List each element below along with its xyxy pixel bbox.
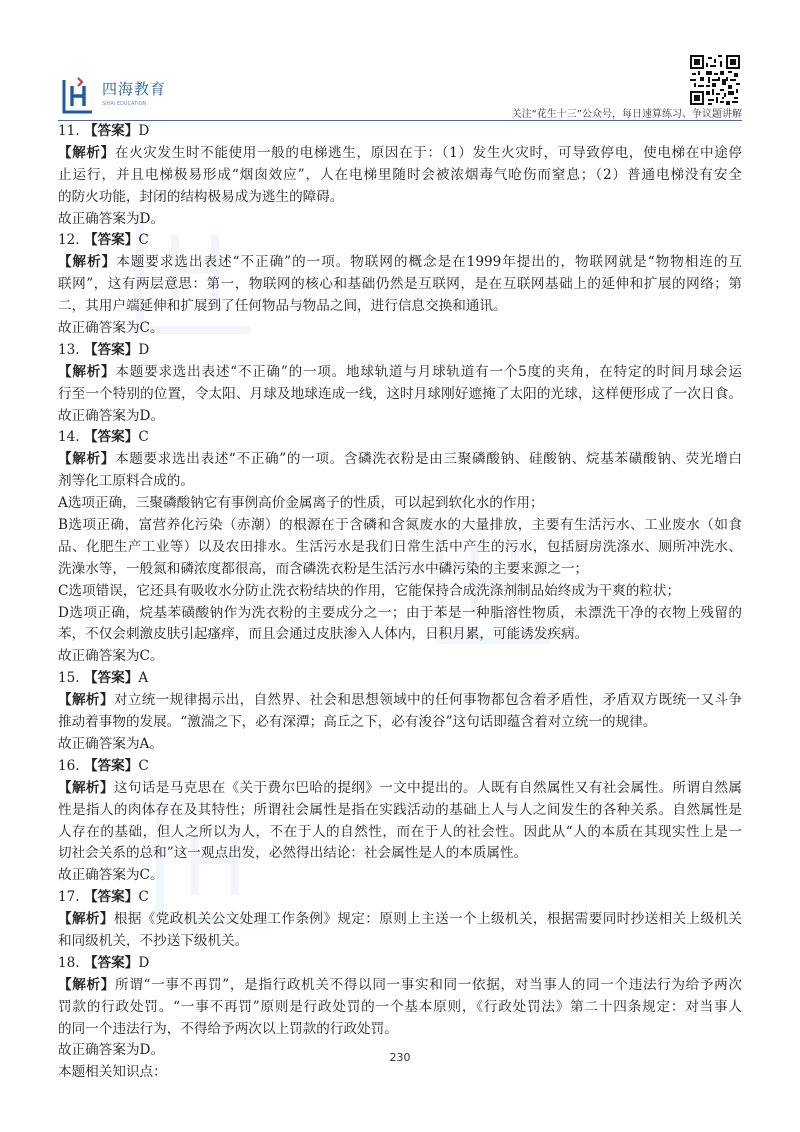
answer-line-q17 [58,887,742,909]
explanation-tag: 【解析】 [58,144,115,161]
explanation-line: 罚款的行政处罚。“一事不再罚”原则是行政处罚的一个基本原则，《行政处罚法》第二十四条规定：对当事人 [58,998,742,1015]
answer-value: C [138,232,149,249]
question-number: 14. [58,429,84,446]
explanation-text: 本题要求选出表述“不正确”的一项。物联网的概念是在1999年提出的，物联网就是“物物相连的互 [116,254,742,271]
conclusion-line: 故正确答案为D。 [58,407,165,424]
conclusion-line: 故正确答案为D。 [58,210,165,227]
related-knowledge-heading: 本题相关知识点： [58,1064,167,1081]
brand-logo [58,74,178,116]
question-number: 16. [58,757,84,774]
answer-line-q11 [58,121,742,143]
explanation-line: 行至一个特别的位置，令太阳、月球及地球连成一线，这时月球刚好遮掩了太阳的光球，这样便形成了一次日食。 [58,385,742,402]
explanation-line: 止运行，并且电梯极易形成“烟囱效应”，人在电梯里随时会被浓烟毒气呛伤而窒息；（2）普通电梯没有安全 [58,166,742,183]
explanation-line [58,449,742,471]
answer-line-q14 [58,427,742,449]
explanation-tag: 【解析】 [58,451,115,468]
explanation-line: 推动着事物的发展。“激湍之下，必有深潭；高丘之下，必有浚谷”这句话即蕴含着对立统一的规律。 [58,714,657,731]
explanation-line: 切社会关系的总和”这一观点出发，必然得出结论：社会属性是人的本质属性。 [58,845,528,862]
answer-tag: 【答案】 [83,889,139,906]
explanation-tag: 【解析】 [58,779,114,796]
answer-value: C [138,757,149,774]
answer-value: D [138,123,150,139]
conclusion-line: 故正确答案为C。 [58,867,164,884]
explanation-text: 本题要求选出表述“不正确”的一项。含磷洗衣粉是由三聚磷酸钠、硅酸钠、烷基苯磺酸钠、荧光增白 [114,451,742,468]
explanation-text: 根据《党政机关公文处理工作条例》规定：原则上主送一个上级机关，根据需要同时抄送相关上级机关 [113,911,742,928]
header-tagline: 关注“花生十三”公众号，每日速算练习、争议题讲解 [511,109,742,120]
answer-line-q15 [58,668,742,690]
answer-tag: 【答案】 [83,232,139,249]
answer-line-q13 [58,340,742,362]
explanation-line: 人存在的基础，但人之所以为人，不在于人的自然性，而在于人的社会性。因此从“人的本质在其现实性上是一 [58,823,742,840]
answer-line-q12 [58,230,742,252]
explanation-text: 这句话是马克思在《关于费尔巴哈的提纲》一文中提出的。人既有自然属性又有社会属性。所谓自然属 [113,779,742,796]
answer-value: A [138,670,149,687]
answer-line-q18 [58,953,742,975]
answer-value: D [138,341,150,358]
explanation-text: 对立统一规律揭示出，自然界、社会和思想领域中的任何事物都包含着矛盾性，矛盾双方既统一又斗争 [113,692,742,709]
explanation-line: 性是指人的肉体存在及其特性；所谓社会属性是指在实践活动的基础上人与人之间发生的各种关系。自然属性是 [58,801,742,818]
explanation-line: 和同级机关，不抄送下级机关。 [58,932,249,949]
answer-explanations [58,121,742,1084]
conclusion-line: 故正确答案为A。 [58,735,163,752]
explanation-line: 品、化肥生产工业等）以及农田排水。生活污水是我们日常生活中产生的污水，包括厨房洗涤水、厕所冲洗水、 [58,538,742,555]
question-number: 17. [58,889,84,906]
option-analysis-a: A选项正确，三聚磷酸钠它有事例高价金属离子的性质，可以起到软化水的作用； [58,495,544,512]
answer-tag: 【答案】 [83,429,139,446]
explanation-tag: 【解析】 [58,692,114,709]
explanation-line [58,778,742,800]
explanation-line: 苯，不仅会刺激皮肤引起瘙痒，而且会通过皮肤渗入人体内，日积月累，可能诱发疾病。 [58,626,589,643]
explanation-line [58,690,742,712]
answer-tag: 【答案】 [83,670,139,687]
answer-tag: 【答案】 [83,954,139,971]
explanation-line [58,143,742,165]
option-analysis-c: C选项错误，它还具有吸收水分防止洗衣粉结块的作用，它能保持合成洗涤剂制品始终成为干爽的粒状； [58,582,681,599]
answer-value: C [138,429,149,446]
answer-value: C [138,889,149,906]
page-header [0,0,800,128]
explanation-text: 在火灾发生时不能使用一般的电梯逃生，原因在于：（1）发生火灾时，可导致停电，使电梯在中途停 [114,144,742,161]
explanation-line [58,975,742,997]
explanation-text: 所谓“一事不再罚”，是指行政机关不得以同一事实和同一依据，对当事人的同一个违法行为给予两次 [114,976,742,993]
explanation-line: 洗澡水等，一般氮和磷浓度都很高，而含磷洗衣粉是生活污水中磷污染的主要来源之一； [58,560,589,577]
explanation-line: 剂等化工原料合成的。 [58,473,194,490]
option-analysis-b: B选项正确，富营养化污染（赤潮）的根源在于含磷和含氮废水的大量排放，主要有生活污水、工业废水（如食 [58,517,742,534]
explanation-text: 本题要求选出表述“不正确”的一项。地球轨道与月球轨道有一个5度的夹角，在特定的时间月球会运 [115,363,742,380]
explanation-line: 的防火功能，封闭的结构极易成为逃生的障碍。 [58,188,344,205]
question-number: 11. [58,123,84,139]
question-number: 18. [58,954,84,971]
explanation-tag: 【解析】 [58,363,116,380]
option-analysis-d: D选项正确，烷基苯磺酸钠作为洗衣粉的主要成分之一；由于苯是一种脂溶性物质，未漂洗干净的衣物上残留的 [58,604,742,621]
answer-tag: 【答案】 [83,123,139,139]
conclusion-line: 故正确答案为C。 [58,320,164,337]
answer-value: D [138,954,150,971]
qr-code-icon [690,55,740,105]
explanation-tag: 【解析】 [58,976,115,993]
question-number: 13. [58,341,84,358]
explanation-line [58,362,742,384]
brand-name: 四海教育 [102,80,167,98]
question-number: 15. [58,670,84,687]
explanation-line [58,252,742,274]
explanation-tag: 【解析】 [58,911,114,928]
page-number: 230 [389,1051,411,1064]
explanation-line: 二，其用户端延伸和扩展到了任何物品与物品之间，进行信息交换和通讯。 [58,298,507,315]
conclusion-line: 故正确答案为D。 [58,1042,165,1059]
explanation-line: 的同一个违法行为，不得给予两次以上罚款的行政处罚。 [58,1020,398,1037]
explanation-line: 联网”，这有两层意思：第一，物联网的核心和基础仍然是互联网，是在互联网基础上的延伸和扩展的网络；第 [58,276,742,293]
answer-tag: 【答案】 [83,757,139,774]
answer-line-q16 [58,756,742,778]
logo-mark-icon [58,74,98,116]
answer-tag: 【答案】 [83,341,139,358]
explanation-tag: 【解析】 [58,254,117,271]
explanation-line [58,909,742,931]
brand-subtitle: SIHAI EDUCATION [102,101,147,107]
question-number: 12. [58,232,84,249]
conclusion-line: 故正确答案为C。 [58,648,164,665]
